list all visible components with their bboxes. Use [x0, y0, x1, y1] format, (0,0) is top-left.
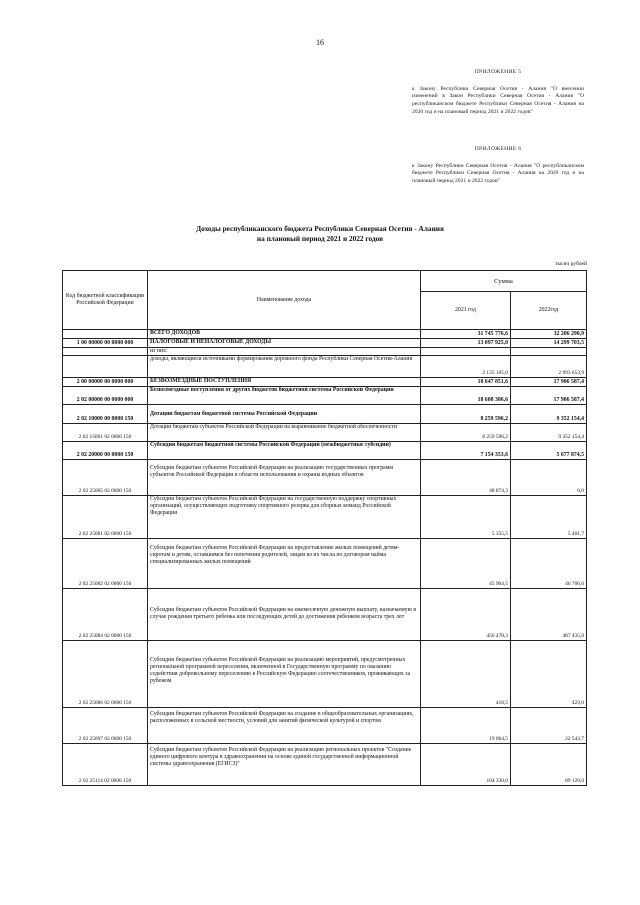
row-value-2022: 423,0 — [511, 641, 587, 708]
column-header-code: Код бюджетной классификации Российской Федерации — [63, 271, 148, 330]
row-value-2021: 18 608 306,6 — [421, 387, 511, 405]
row-code: 2 02 25097 02 0000 150 — [63, 708, 148, 744]
row-name: из них: — [148, 348, 421, 356]
row-value-2022: 9 352 154,4 — [511, 424, 587, 442]
table-row — [63, 708, 587, 744]
table-row — [63, 348, 587, 356]
row-value-2021: 31 745 776,6 — [421, 330, 511, 339]
row-value-2021: 48 874,3 — [421, 460, 511, 496]
row-value-2021 — [421, 348, 511, 356]
table-row — [63, 496, 587, 539]
row-value-2022 — [511, 348, 587, 356]
row-name: Субсидии бюджетам субъектов Российской Федерации на создание в общеобразовательных организациях, расположенных в сельской местности, условий для занятий физической культурой и спортом — [148, 708, 421, 744]
row-name: Субсидии бюджетам субъектов Российской Федерации на государственную поддержку спортивных организаций, осуществляющих подготовку спортивного резерва для сборных команд Российской Федерации — [148, 496, 421, 539]
appendix-5-text: к Закону Республики Северная Осетия - Алания "О внесении изменений в Закон Республики Северная Осетия - Алания "О республиканском бюджете Республики Северная Осетия - Алания на 2020 год и на плановый период 2021 и 2022 годов" — [412, 85, 584, 115]
table-row — [63, 339, 587, 348]
column-header-sum: Сумма — [421, 271, 587, 292]
appendix-5-heading: ПРИЛОЖЕНИЕ 5 — [474, 69, 522, 75]
row-value-2021: 18 647 851,6 — [421, 378, 511, 387]
units-label: тысяч рублей — [555, 261, 587, 267]
row-name: Дотации бюджетам субъектов Российской Федерации на выравнивание бюджетной обеспеченности — [148, 424, 421, 442]
row-name: доходы, являющиеся источниками формирования дорожного фонда Республики Северная Осетия-Алания — [148, 356, 421, 378]
row-value-2022: 17 906 587,4 — [511, 378, 587, 387]
document-title — [0, 224, 640, 244]
column-header-2022: 2022год — [511, 292, 587, 330]
row-name: Субсидии бюджетам субъектов Российской Федерации на предоставление жилых помещений детям-сиротам и детям, оставшимся без попечения родителей, лицам из их числа по договорам найма специализированных жилых помещений — [148, 539, 421, 589]
table-row — [63, 589, 587, 641]
row-code — [63, 348, 148, 356]
row-name: НАЛОГОВЫЕ И НЕНАЛОГОВЫЕ ДОХОДЫ — [148, 339, 421, 348]
appendix-6-heading: ПРИЛОЖЕНИЕ 6 — [474, 146, 522, 152]
row-name: Субсидии бюджетам субъектов Российской Федерации на реализацию мероприятий, предусмотренных региональной программой переселения, включенной в Государственную программу по оказанию содействия добровольному переселению в Российскую Федерацию соотечественников, проживающих за рубежом — [148, 641, 421, 708]
row-code: 1 00 00000 00 0000 000 — [63, 339, 148, 348]
table-row — [63, 424, 587, 442]
appendix-6-text: к Закону Республики Северная Осетия - Алания "О республиканском бюджете Республики Северная Осетия - Алания на 2020 год и на плановый период 2021 и 2022 годов" — [412, 162, 584, 185]
row-value-2021: 418,5 — [421, 641, 511, 708]
table-row — [63, 330, 587, 339]
table-row — [63, 744, 587, 786]
row-name: Субсидии бюджетам субъектов Российской Федерации на ежемесячную денежную выплату, назначаемую в случае рождения третьего ребенка или последующих детей до достижения ребенком возраста трех лет — [148, 589, 421, 641]
row-name: Субсидии бюджетам субъектов Российской Федерации на реализацию государственных программ субъектов Российской Федерации в области использования и охраны водных объектов — [148, 460, 421, 496]
row-value-2022: 32 206 290,9 — [511, 330, 587, 339]
row-code: 2 02 25081 02 0000 150 — [63, 496, 148, 539]
revenue-table — [62, 270, 587, 786]
row-code: 2 02 25114 02 0000 150 — [63, 744, 148, 786]
row-value-2022: 0,0 — [511, 460, 587, 496]
document-title-line-2: на плановый период 2021 и 2022 годов — [256, 234, 384, 243]
table-row — [63, 539, 587, 589]
row-code: 2 02 15001 02 0000 150 — [63, 424, 148, 442]
row-value-2021: 13 097 925,0 — [421, 339, 511, 348]
row-name: Дотации бюджетам бюджетной системы Российской Федерации — [148, 405, 421, 424]
row-value-2021: 5 355,5 — [421, 496, 511, 539]
row-name: ВСЕГО ДОХОДОВ — [148, 330, 421, 339]
row-name: Субсидии бюджетам бюджетной системы Российской Федерации (межбюджетные субсидии) — [148, 442, 421, 460]
row-value-2021: 2 135 105,0 — [421, 356, 511, 378]
row-name: Субсидии бюджетам субъектов Российской Федерации на реализацию региональных проектов "Создание единого цифрового контура в здравоохранении на основе единой государственной информационной системы здравоохранения (ЕГИСЗ)" — [148, 744, 421, 786]
column-header-2021: 2021 год — [421, 292, 511, 330]
appendix-5-block — [412, 69, 584, 117]
row-code — [63, 330, 148, 339]
row-value-2021: 8 259 596,2 — [421, 405, 511, 424]
appendix-6-block — [412, 146, 584, 186]
row-value-2022: 89 129,0 — [511, 744, 587, 786]
column-header-name: Наименование дохода — [148, 271, 421, 330]
row-code: 2 02 20000 00 0000 150 — [63, 442, 148, 460]
row-value-2022: 5 677 874,5 — [511, 442, 587, 460]
row-value-2021: 104 330,0 — [421, 744, 511, 786]
row-value-2021: 45 904,5 — [421, 539, 511, 589]
row-value-2022: 46 706,6 — [511, 539, 587, 589]
table-row — [63, 442, 587, 460]
table-row — [63, 405, 587, 424]
table-row — [63, 460, 587, 496]
row-value-2022: 5 401,7 — [511, 496, 587, 539]
row-code: 2 02 10000 00 0000 150 — [63, 405, 148, 424]
row-value-2022: 22 543,7 — [511, 708, 587, 744]
row-code: 2 00 00000 00 0000 000 — [63, 378, 148, 387]
row-value-2022: 17 906 587,4 — [511, 387, 587, 405]
table-row — [63, 387, 587, 405]
row-code: 2 02 25082 02 0000 150 — [63, 539, 148, 589]
row-code — [63, 356, 148, 378]
row-code: 2 02 25084 02 0000 150 — [63, 589, 148, 641]
row-value-2021: 450 478,3 — [421, 589, 511, 641]
row-value-2022: 2 993 653,9 — [511, 356, 587, 378]
row-value-2021: 7 154 353,6 — [421, 442, 511, 460]
row-code: 2 02 25086 02 0000 150 — [63, 641, 148, 708]
table-row — [63, 641, 587, 708]
document-title-line-1: Доходы республиканского бюджета Республики Северная Осетия - Алания — [196, 224, 444, 233]
row-value-2021: 8 259 596,2 — [421, 424, 511, 442]
row-value-2022: 14 299 703,5 — [511, 339, 587, 348]
row-value-2021: 19 064,5 — [421, 708, 511, 744]
row-code: 2 02 25065 02 0000 150 — [63, 460, 148, 496]
row-name: Безвозмездные поступления от других бюджетов бюджетной системы Российской Федерации — [148, 387, 421, 405]
table-row — [63, 356, 587, 378]
table-row — [63, 378, 587, 387]
page-number: 16 — [316, 38, 324, 47]
row-value-2022: 9 352 154,4 — [511, 405, 587, 424]
row-value-2022: 487 435,0 — [511, 589, 587, 641]
row-name: БЕЗВОЗМЕЗДНЫЕ ПОСТУПЛЕНИЯ — [148, 378, 421, 387]
row-code: 2 02 00000 00 0000 000 — [63, 387, 148, 405]
